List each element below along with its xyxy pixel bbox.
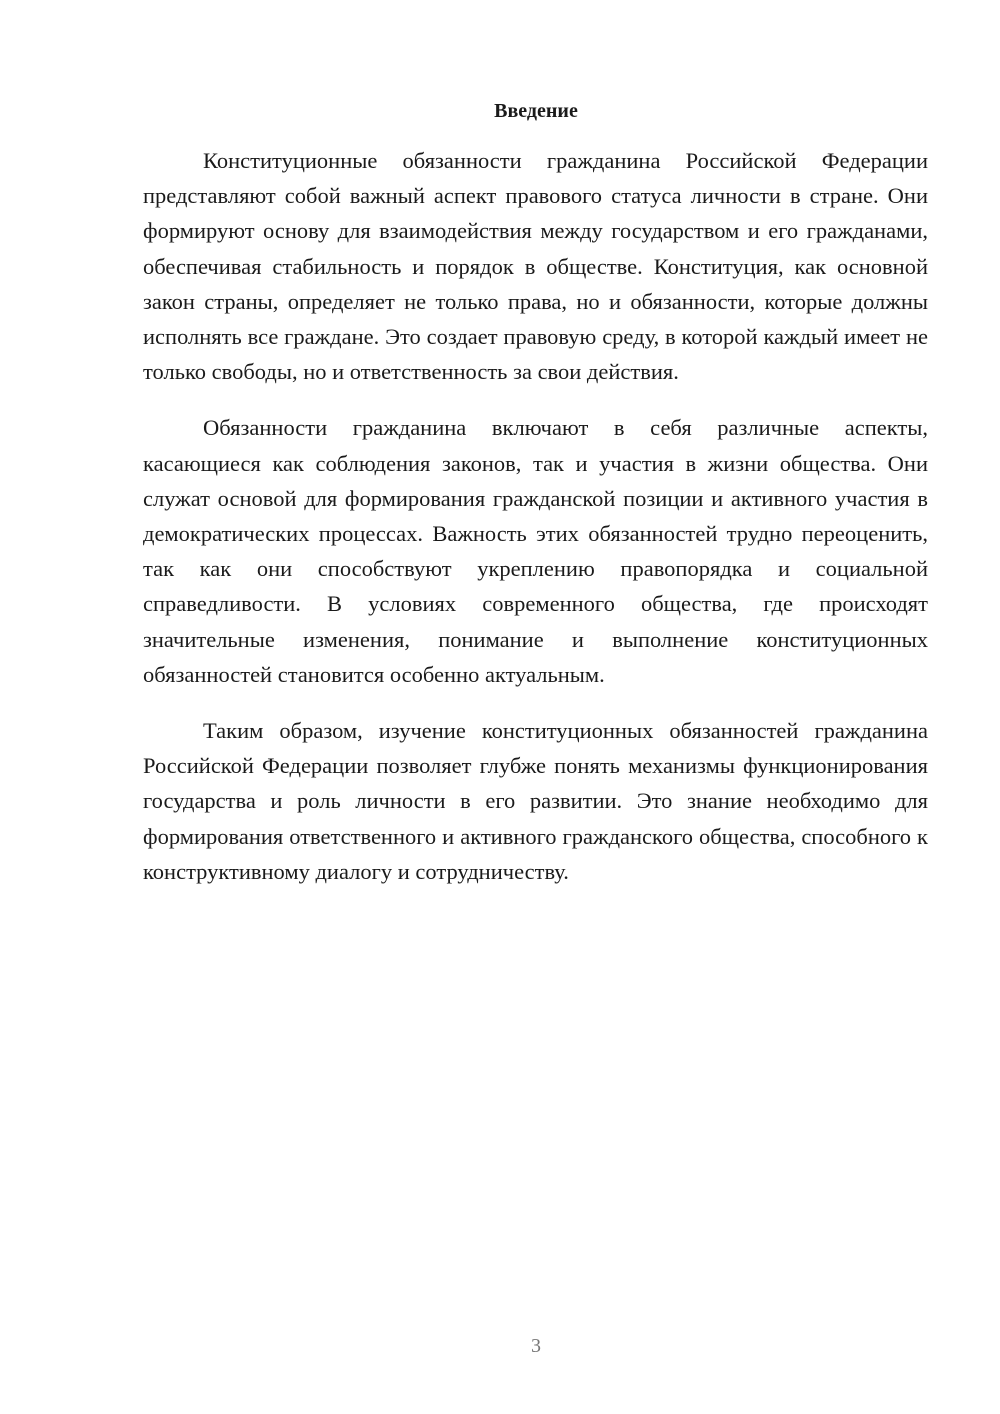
section-heading: Введение xyxy=(494,100,578,122)
paragraph-2: Обязанности гражданина включают в себя различные аспекты, касающиеся как соблюдения законов, так и участия в жизни общества. Они служат основой для формирования гражданской позиции и активного участия в демократических процессах. Важность этих обязанностей трудно переоценить, так как они способствуют укреплению правопорядка и социальной справедливости. В условиях современного общества, где происходят значительные изменения, понимание и выполнение конституционных обязанностей становится особенно актуальным. xyxy=(143,415,928,687)
paragraph-1: Конституционные обязанности гражданина Российской Федерации представляют собой важный аспект правового статуса личности в стране. Они формируют основу для взаимодействия между государством и его гражданами, обеспечивая стабильность и порядок в обществе. Конституция, как основной закон страны, определяет не только права, но и обязанности, которые должны исполнять все граждане. Это создает правовую среду, в которой каждый имеет не только свободы, но и ответственность за свои действия. xyxy=(143,148,928,385)
page-number: 3 xyxy=(531,1335,541,1357)
paragraph-3: Таким образом, изучение конституционных обязанностей гражданина Российской Федерации позволяет глубже понять механизмы функционирования государства и роль личности в его развитии. Это знание необходимо для формирования ответственного и активного гражданского общества, способного к конструктивному диалогу и сотрудничеству. xyxy=(143,718,928,884)
body-text xyxy=(143,143,928,910)
